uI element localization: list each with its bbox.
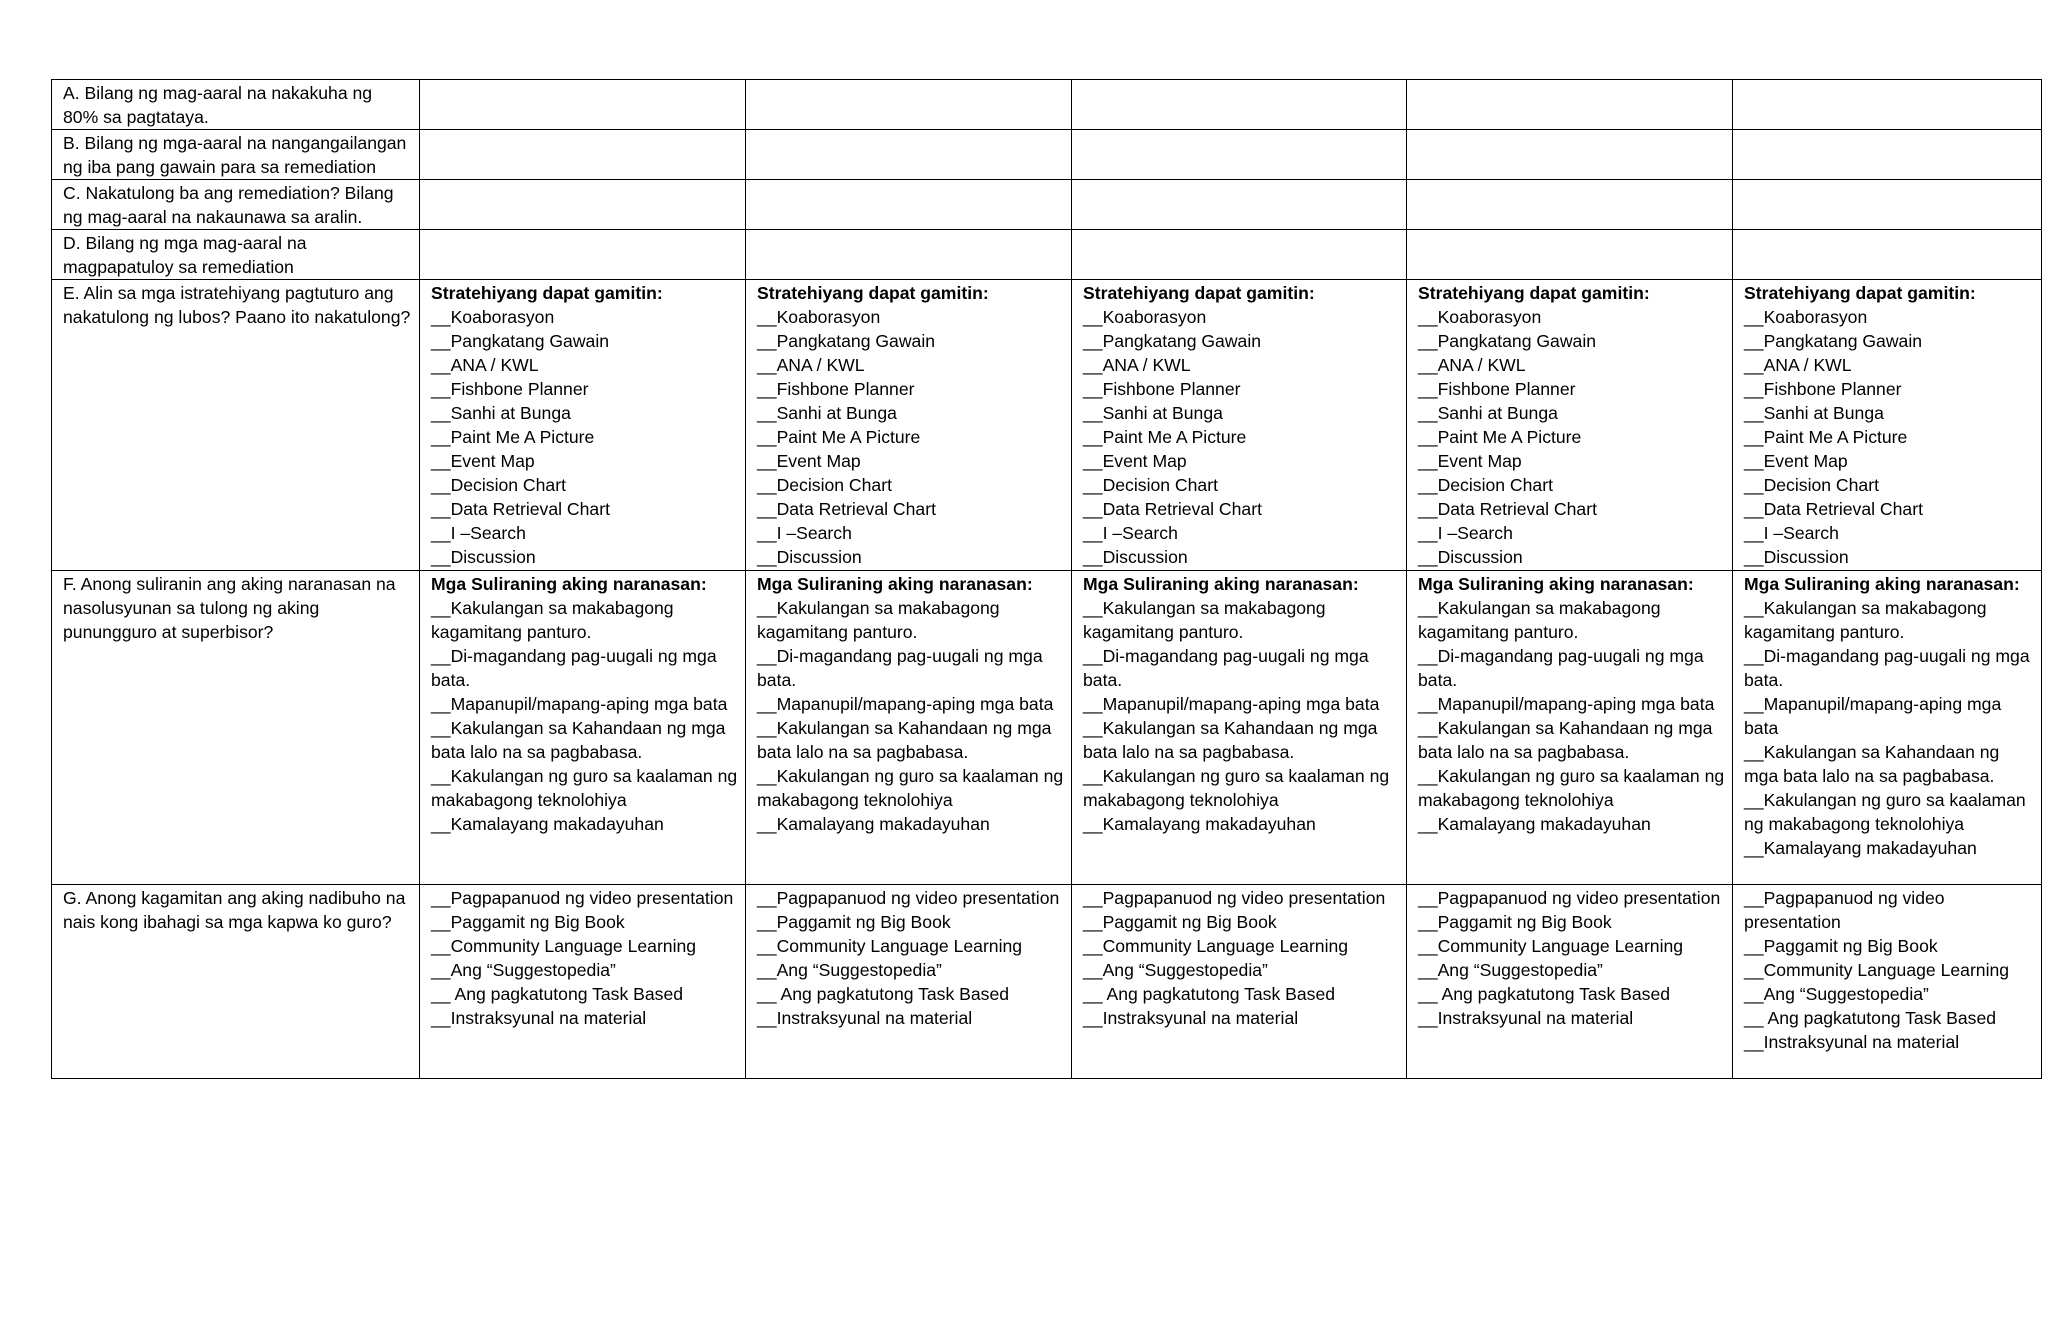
strategy-item: __Event Map	[1418, 451, 1522, 471]
problem-item: __Kamalayang makadayuhan	[757, 814, 990, 834]
problem-item: __Kakulangan ng guro sa kaalaman ng makabagong teknolohiya	[1418, 766, 1725, 810]
strategy-cell	[420, 280, 746, 571]
answer-cell	[746, 130, 1072, 180]
strategy-item: __Event Map	[757, 451, 861, 471]
strategy-heading: Stratehiyang dapat gamitin:	[1418, 283, 1650, 303]
material-item: __ Ang pagkatutong Task Based	[1744, 1008, 1997, 1028]
problem-cell	[1072, 571, 1407, 885]
material-item: __ Ang pagkatutong Task Based	[1418, 984, 1671, 1004]
problem-cell	[746, 571, 1072, 885]
question-cell-b: B. Bilang ng mga-aaral na nangangailangan ng iba pang gawain para sa remediation	[52, 130, 420, 180]
problem-item: __Kamalayang makadayuhan	[431, 814, 664, 834]
material-item: __Instraksyunal na material	[431, 1008, 647, 1028]
material-item: __Pagpapanuod ng video presentation	[1083, 888, 1386, 908]
strategy-item: __Koaborasyon	[757, 307, 881, 327]
strategy-cell	[1733, 280, 2042, 571]
strategy-item: __I –Search	[757, 523, 852, 543]
strategy-item: __Data Retrieval Chart	[1744, 499, 1923, 519]
strategy-heading: Stratehiyang dapat gamitin:	[1744, 283, 1976, 303]
problem-cell	[1733, 571, 2042, 885]
answer-cell	[1407, 180, 1733, 230]
problem-item: __Kakulangan sa makabagong kagamitang panturo.	[1418, 598, 1661, 642]
material-item: __ Ang pagkatutong Task Based	[431, 984, 684, 1004]
question-cell-f: F. Anong suliranin ang aking naranasan na nasolusyunan sa tulong ng aking punungguro at superbisor?	[52, 571, 420, 885]
answer-cell	[1733, 130, 2042, 180]
strategy-item: __Discussion	[431, 547, 536, 567]
answer-cell	[420, 130, 746, 180]
strategy-item: __Fishbone Planner	[1744, 379, 1902, 399]
material-item: __Paggamit ng Big Book	[1418, 912, 1612, 932]
problem-item: __Kakulangan sa makabagong kagamitang panturo.	[1083, 598, 1326, 642]
reflection-table	[51, 79, 2042, 1079]
problem-item: __Di-magandang pag-uugali ng mga bata.	[1744, 646, 2030, 690]
material-item: __Community Language Learning	[1744, 960, 2010, 980]
strategy-item: __ANA / KWL	[1083, 355, 1191, 375]
strategy-item: __Discussion	[1744, 547, 1849, 567]
material-item: __Ang “Suggestopedia”	[431, 960, 616, 980]
strategy-item: __Discussion	[1418, 547, 1523, 567]
question-cell-e: E. Alin sa mga istratehiyang pagtuturo ang nakatulong ng lubos? Paano ito nakatulong?	[52, 280, 420, 571]
strategy-item: __Sanhi at Bunga	[757, 403, 897, 423]
problem-item: __Di-magandang pag-uugali ng mga bata.	[431, 646, 717, 690]
problem-cell	[420, 571, 746, 885]
strategy-item: __Decision Chart	[757, 475, 892, 495]
strategy-item: __Sanhi at Bunga	[1744, 403, 1884, 423]
problem-item: __Di-magandang pag-uugali ng mga bata.	[1083, 646, 1369, 690]
question-cell-g: G. Anong kagamitan ang aking nadibuho na nais kong ibahagi sa mga kapwa ko guro?	[52, 885, 420, 1079]
material-item: __Paggamit ng Big Book	[431, 912, 625, 932]
strategy-item: __Data Retrieval Chart	[1418, 499, 1597, 519]
answer-cell	[1072, 80, 1407, 130]
problem-item: __Kakulangan sa Kahandaan ng mga bata lalo na sa pagbabasa.	[431, 718, 726, 762]
strategy-item: __ANA / KWL	[431, 355, 539, 375]
material-item: __Paggamit ng Big Book	[1744, 936, 1938, 956]
strategy-heading: Stratehiyang dapat gamitin:	[1083, 283, 1315, 303]
strategy-item: __Sanhi at Bunga	[1418, 403, 1558, 423]
strategy-item: __Data Retrieval Chart	[757, 499, 936, 519]
material-item: __Community Language Learning	[1083, 936, 1349, 956]
table-row-e	[52, 280, 2042, 571]
material-item: __Paggamit ng Big Book	[1083, 912, 1277, 932]
material-cell	[1733, 885, 2042, 1079]
strategy-item: __ANA / KWL	[757, 355, 865, 375]
problem-item: __Kakulangan sa makabagong kagamitang panturo.	[1744, 598, 1987, 642]
table-row-g	[52, 885, 2042, 1079]
problem-item: __Kakulangan sa Kahandaan ng mga bata lalo na sa pagbabasa.	[757, 718, 1052, 762]
question-cell-a: A. Bilang ng mag-aaral na nakakuha ng 80% sa pagtataya.	[52, 80, 420, 130]
answer-cell	[1072, 230, 1407, 280]
strategy-item: __Koaborasyon	[431, 307, 555, 327]
table-row-f	[52, 571, 2042, 885]
answer-cell	[1733, 230, 2042, 280]
strategy-item: __ANA / KWL	[1418, 355, 1526, 375]
material-item: __Ang “Suggestopedia”	[757, 960, 942, 980]
problem-cell	[1407, 571, 1733, 885]
problem-item: __Di-magandang pag-uugali ng mga bata.	[1418, 646, 1704, 690]
strategy-item: __Fishbone Planner	[1083, 379, 1241, 399]
answer-cell	[420, 80, 746, 130]
strategy-item: __Sanhi at Bunga	[1083, 403, 1223, 423]
question-cell-c: C. Nakatulong ba ang remediation? Bilang ng mag-aaral na nakaunawa sa aralin.	[52, 180, 420, 230]
problem-heading: Mga Suliraning aking naranasan:	[1418, 574, 1694, 594]
strategy-item: __Event Map	[1083, 451, 1187, 471]
strategy-item: __Paint Me A Picture	[1418, 427, 1582, 447]
document-page	[51, 79, 2041, 1079]
material-item: __ Ang pagkatutong Task Based	[757, 984, 1010, 1004]
strategy-item: __Event Map	[431, 451, 535, 471]
strategy-cell	[746, 280, 1072, 571]
material-cell	[420, 885, 746, 1079]
material-cell	[1407, 885, 1733, 1079]
material-item: __Ang “Suggestopedia”	[1744, 984, 1929, 1004]
problem-item: __Kakulangan ng guro sa kaalaman ng makabagong teknolohiya	[757, 766, 1064, 810]
strategy-item: __Pangkatang Gawain	[431, 331, 610, 351]
strategy-item: __Fishbone Planner	[757, 379, 915, 399]
material-item: __Instraksyunal na material	[1418, 1008, 1634, 1028]
strategy-item: __Decision Chart	[1744, 475, 1879, 495]
material-item: __Instraksyunal na material	[757, 1008, 973, 1028]
problem-item: __Kamalayang makadayuhan	[1083, 814, 1316, 834]
strategy-item: __Decision Chart	[1418, 475, 1553, 495]
strategy-item: __Pangkatang Gawain	[1744, 331, 1923, 351]
answer-cell	[420, 180, 746, 230]
strategy-item: __Koaborasyon	[1418, 307, 1542, 327]
table-row-b	[52, 130, 2042, 180]
problem-item: __Mapanupil/mapang-aping mga bata	[757, 694, 1054, 714]
problem-heading: Mga Suliraning aking naranasan:	[431, 574, 707, 594]
material-item: __Pagpapanuod ng video presentation	[757, 888, 1060, 908]
strategy-item: __Decision Chart	[431, 475, 566, 495]
material-cell	[746, 885, 1072, 1079]
strategy-item: __Pangkatang Gawain	[1418, 331, 1597, 351]
material-item: __Pagpapanuod ng video presentation	[1418, 888, 1721, 908]
table-row-d	[52, 230, 2042, 280]
answer-cell	[746, 180, 1072, 230]
table-row-c	[52, 180, 2042, 230]
strategy-item: __ANA / KWL	[1744, 355, 1852, 375]
strategy-item: __Koaborasyon	[1083, 307, 1207, 327]
strategy-heading: Stratehiyang dapat gamitin:	[757, 283, 989, 303]
problem-item: __Mapanupil/mapang-aping mga bata	[1083, 694, 1380, 714]
problem-item: __Kakulangan ng guro sa kaalaman ng makabagong teknolohiya	[431, 766, 738, 810]
material-item: __Ang “Suggestopedia”	[1418, 960, 1603, 980]
strategy-item: __Paint Me A Picture	[757, 427, 921, 447]
material-cell	[1072, 885, 1407, 1079]
strategy-item: __Fishbone Planner	[1418, 379, 1576, 399]
problem-item: __Mapanupil/mapang-aping mga bata	[1744, 694, 2002, 738]
strategy-heading: Stratehiyang dapat gamitin:	[431, 283, 663, 303]
answer-cell	[1072, 180, 1407, 230]
question-cell-d: D. Bilang ng mga mag-aaral na magpapatuloy sa remediation	[52, 230, 420, 280]
material-item: __Instraksyunal na material	[1744, 1032, 1960, 1052]
material-item: __Community Language Learning	[757, 936, 1023, 956]
problem-item: __Kakulangan sa makabagong kagamitang panturo.	[757, 598, 1000, 642]
strategy-item: __I –Search	[1083, 523, 1178, 543]
problem-heading: Mga Suliraning aking naranasan:	[1083, 574, 1359, 594]
problem-item: __Kakulangan ng guro sa kaalaman ng makabagong teknolohiya	[1083, 766, 1390, 810]
problem-item: __Kamalayang makadayuhan	[1744, 838, 1977, 858]
strategy-item: __Pangkatang Gawain	[757, 331, 936, 351]
material-item: __Pagpapanuod ng video presentation	[431, 888, 734, 908]
strategy-item: __Discussion	[757, 547, 862, 567]
answer-cell	[1407, 80, 1733, 130]
strategy-item: __Data Retrieval Chart	[1083, 499, 1262, 519]
strategy-item: __Sanhi at Bunga	[431, 403, 571, 423]
strategy-item: __I –Search	[1744, 523, 1839, 543]
answer-cell	[1407, 230, 1733, 280]
strategy-item: __Fishbone Planner	[431, 379, 589, 399]
strategy-item: __Pangkatang Gawain	[1083, 331, 1262, 351]
strategy-item: __Decision Chart	[1083, 475, 1218, 495]
strategy-item: __Data Retrieval Chart	[431, 499, 610, 519]
material-item: __Community Language Learning	[431, 936, 697, 956]
problem-item: __Kakulangan ng guro sa kaalaman ng makabagong teknolohiya	[1744, 790, 2026, 834]
strategy-item: __Event Map	[1744, 451, 1848, 471]
strategy-item: __I –Search	[1418, 523, 1513, 543]
answer-cell	[1733, 80, 2042, 130]
material-item: __Instraksyunal na material	[1083, 1008, 1299, 1028]
strategy-cell	[1072, 280, 1407, 571]
answer-cell	[746, 230, 1072, 280]
strategy-item: __Paint Me A Picture	[431, 427, 595, 447]
material-item: __Pagpapanuod ng video presentation	[1744, 888, 1945, 932]
answer-cell	[746, 80, 1072, 130]
problem-item: __Kakulangan sa Kahandaan ng mga bata lalo na sa pagbabasa.	[1083, 718, 1378, 762]
strategy-item: __Paint Me A Picture	[1744, 427, 1908, 447]
problem-item: __Mapanupil/mapang-aping mga bata	[1418, 694, 1715, 714]
strategy-cell	[1407, 280, 1733, 571]
strategy-item: __I –Search	[431, 523, 526, 543]
strategy-item: __Paint Me A Picture	[1083, 427, 1247, 447]
problem-heading: Mga Suliraning aking naranasan:	[757, 574, 1033, 594]
strategy-item: __Koaborasyon	[1744, 307, 1868, 327]
problem-item: __Kakulangan sa Kahandaan ng mga bata lalo na sa pagbabasa.	[1418, 718, 1713, 762]
problem-heading: Mga Suliraning aking naranasan:	[1744, 574, 2020, 594]
problem-item: __Kamalayang makadayuhan	[1418, 814, 1651, 834]
material-item: __Community Language Learning	[1418, 936, 1684, 956]
answer-cell	[420, 230, 746, 280]
table-row-a	[52, 80, 2042, 130]
problem-item: __Kakulangan sa Kahandaan ng mga bata lalo na sa pagbabasa.	[1744, 742, 2000, 786]
material-item: __Paggamit ng Big Book	[757, 912, 951, 932]
problem-item: __Di-magandang pag-uugali ng mga bata.	[757, 646, 1043, 690]
answer-cell	[1733, 180, 2042, 230]
answer-cell	[1407, 130, 1733, 180]
problem-item: __Kakulangan sa makabagong kagamitang panturo.	[431, 598, 674, 642]
problem-item: __Mapanupil/mapang-aping mga bata	[431, 694, 728, 714]
answer-cell	[1072, 130, 1407, 180]
strategy-item: __Discussion	[1083, 547, 1188, 567]
material-item: __Ang “Suggestopedia”	[1083, 960, 1268, 980]
material-item: __ Ang pagkatutong Task Based	[1083, 984, 1336, 1004]
